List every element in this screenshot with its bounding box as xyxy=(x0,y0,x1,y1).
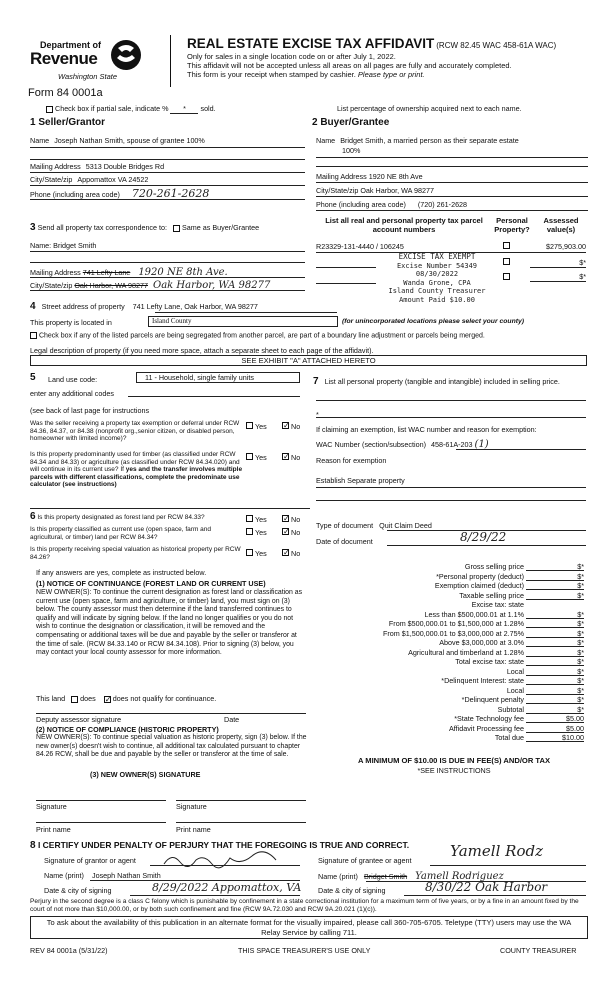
partial-sale-label: Check box if partial sale, indicate % xyxy=(55,104,169,113)
sec5-land-enter: enter any additional codes xyxy=(30,389,114,398)
sec8-grantee-sig-line xyxy=(430,865,586,866)
sec5-q2 xyxy=(30,451,248,489)
sec7-row xyxy=(313,377,588,387)
sec4-street-row xyxy=(30,301,258,312)
sec7-asterisk: * xyxy=(316,410,319,419)
seller-mail-value[interactable]: 5313 Double Bridges Rd xyxy=(85,162,165,171)
form-title-ref: (RCW 82.45 WAC 458-61A WAC) xyxy=(436,41,557,50)
sec6-if-yes: If any answers are yes, complete as instructed below. xyxy=(36,568,207,577)
sec3-mail-handwritten[interactable]: 1920 NE 8th Ave. xyxy=(138,267,228,278)
sec6-q2: Is this property classified as current use (open space, farm and agricultural, or timber) land per RCW 84.34? xyxy=(30,526,212,541)
tax-row-label: Exemption claimed (deduct) xyxy=(434,581,524,590)
partial-sale-sold: sold. xyxy=(200,104,216,113)
sec3-name-label: Name: xyxy=(30,241,52,250)
tax-row xyxy=(312,676,584,686)
dept-line1: Department of xyxy=(40,40,102,50)
sec7-doc-date-label: Date of document xyxy=(316,537,373,546)
sec3-mail-label: Mailing Address xyxy=(30,268,81,277)
tax-row xyxy=(312,695,584,705)
sec6-q1-row xyxy=(30,513,250,522)
dept-line3: Washington State xyxy=(58,72,118,81)
tax-row xyxy=(312,591,584,601)
tax-row-label: Taxable selling price xyxy=(459,590,524,600)
sec6-q1-yes-label: Yes xyxy=(255,515,267,524)
buyer-heading: 2 Buyer/Grantee xyxy=(312,117,390,128)
sec6-q1-no-label: No xyxy=(291,515,301,524)
sec8-availability-box xyxy=(30,916,588,939)
tax-row-label: Local xyxy=(506,685,524,695)
sec4-legal-box[interactable] xyxy=(30,355,587,366)
tax-row-value[interactable]: $5.00 xyxy=(526,714,584,723)
sec6-this-land: This land xyxy=(36,694,66,703)
parcel-row2-personal-checkbox[interactable] xyxy=(503,258,510,265)
tax-row xyxy=(312,619,584,629)
sec5-land-enter-line xyxy=(128,396,300,397)
sec6-q2-no-label: No xyxy=(291,528,301,537)
sec8-grantee-date-label: Date & city of signing xyxy=(318,886,386,895)
sec6-print1-line xyxy=(36,822,166,823)
dept-line2: Revenue xyxy=(30,49,98,68)
tax-row xyxy=(312,714,584,724)
seller-name-label: Name xyxy=(30,136,50,145)
sec5-q1-yes-checkbox[interactable] xyxy=(246,422,253,429)
sec6-cont-body: NEW OWNER(S): To continue the current designation as forest land or classification as current use (open space, farm and agriculture, or timber) land, you must sign on (3) below. The county assessor must then determine if the land transferred continues to qualify and will indicate by signing below. If the land no longer qualifies or you do not wish to continue the designation or classification, it will be removed and the compensating or additional taxes will be due and payable by the seller or transferor at the time of sale. (RCW 84.33.140 or RCW 84.34.108). Prior to signing (3) below, you may contact your local county assessor for more information. xyxy=(36,589,303,657)
header-note1: Only for sales in a single location code on or after July 1, 2022. xyxy=(187,52,396,61)
sec4-legal-value: SEE EXHIBIT "A" ATTACHED HERETO xyxy=(241,356,376,365)
tax-row-label: *Delinquent Interest: state xyxy=(441,676,524,685)
tax-row-value[interactable]: $* xyxy=(526,705,584,714)
buyer-mail-value[interactable]: 1920 NE 8th Ave xyxy=(368,172,423,181)
sec8-heading: 8 xyxy=(30,840,36,851)
sec4-street-label: Street address of property xyxy=(41,302,125,311)
parcel-row3-value[interactable]: $* xyxy=(579,272,586,281)
sec5-divider xyxy=(30,508,310,509)
tax-row-value[interactable]: $* xyxy=(526,619,584,628)
sec6-q1: Is this property designated as forest land per RCW 84.33? xyxy=(37,514,205,521)
buyer-name-line2 xyxy=(316,166,588,167)
sec3-blank-line xyxy=(30,262,305,263)
tax-row xyxy=(312,629,584,639)
sec6-heading: 6 xyxy=(30,511,36,522)
stamp-line3: 08/30/2022 xyxy=(415,270,459,278)
sec7-wac-handwritten: (1) xyxy=(474,439,489,450)
sec8-grantor-name[interactable]: Joseph Nathan Smith xyxy=(92,871,161,880)
parcel-col1-header: List all real and personal property tax parcel account numbers xyxy=(325,216,483,234)
parcel-row1-personal-checkbox[interactable] xyxy=(503,242,510,249)
tax-row-label: Total excise tax: state xyxy=(455,657,524,666)
sec6-comp-body: NEW OWNER(S): To continue special valuation as historic property, sign (3) below. If the new owner(s) doesn't wish to continue, all additional tax calculated pursuant to chapter 84.26 RCW, shall be due and payable by the seller or transferor at the time of sale. xyxy=(36,734,307,759)
sec4-county-select[interactable] xyxy=(148,316,338,327)
tax-row-label: *Delinquent penalty xyxy=(461,695,524,704)
tax-row-value[interactable]: $* xyxy=(526,676,584,685)
sec5-q2-no-label: No xyxy=(291,453,301,462)
sec3-name-line xyxy=(30,251,305,252)
sec6-q2-no-checkbox[interactable]: ✓ xyxy=(283,527,290,536)
tax-row xyxy=(312,610,584,620)
tax-row-value[interactable]: $* xyxy=(526,686,584,695)
form-number: Form 84 0001a xyxy=(28,87,103,99)
parcel-col3-header: Assessed value(s) xyxy=(543,216,579,234)
sec6-cont-title: (1) NOTICE OF CONTINUANCE (FOREST LAND OR CURRENT USE) xyxy=(36,579,266,588)
header-divider xyxy=(170,35,171,87)
buyer-phone-label: Phone (including area code) xyxy=(316,200,406,209)
seller-city-value[interactable]: Appomattox VA 24522 xyxy=(77,175,149,184)
tax-row xyxy=(312,733,584,743)
sec5-land-label: Land use code: xyxy=(48,375,98,384)
tax-row xyxy=(312,686,584,696)
footer-county: COUNTY TREASURER xyxy=(500,946,577,955)
buyer-name-value2[interactable]: 100% xyxy=(342,146,361,155)
seller-mail-row xyxy=(30,162,305,171)
partial-sale xyxy=(46,104,216,114)
seller-heading: 1 Seller/Grantor xyxy=(30,117,106,128)
sec8-grantor-date-line xyxy=(130,895,300,896)
seller-phone-value[interactable]: 720-261-2628 xyxy=(131,187,210,200)
form-title-wrap xyxy=(187,36,556,51)
seller-phone-label: Phone (including area code) xyxy=(30,190,120,199)
sec5-see-back: (see back of last page for instructions xyxy=(30,406,150,415)
sec6-sig1-line xyxy=(36,800,166,801)
tax-row-label: Excise tax: state xyxy=(471,600,524,609)
sec8-grantor-name-label: Name (print) xyxy=(44,871,84,880)
tax-row-label: From $500,000.01 to $1,500,000 at 1.28% xyxy=(388,619,524,628)
tax-row-label: *Personal property (deduct) xyxy=(436,571,524,581)
tax-row-label: *State Technology fee xyxy=(454,714,524,723)
sec8-certify: I CERTIFY UNDER PENALTY OF PERJURY THAT THE FOREGOING IS TRUE AND CORRECT. xyxy=(37,840,410,850)
sec7-reason-label: Reason for exemption xyxy=(316,456,387,465)
sec8-grantor-date-label: Date & city of signing xyxy=(44,886,112,895)
sec7-doc-type-value[interactable]: Quit Claim Deed xyxy=(379,521,432,530)
sec3-text: Send all property tax correspondence to: xyxy=(37,223,168,232)
sec6-q2-yes-checkbox[interactable] xyxy=(246,528,253,535)
sec6-does-label: does xyxy=(80,694,96,703)
tax-row-label: Above $3,000,000 at 3.0% xyxy=(439,638,524,647)
pct-note: List percentage of ownership acquired next to each name. xyxy=(337,104,522,113)
sec6-does-checkbox[interactable] xyxy=(71,696,78,703)
sec8-grantee-sig-label: Signature of grantee or agent xyxy=(318,856,412,865)
sec3-row xyxy=(30,222,259,233)
tax-row xyxy=(312,600,584,610)
sec8-perjury-text: Perjury in the second degree is a class C felony which is punishable by confinement in a state correctional institution for a maximum term of five years, or by a fine in an amount fixed by the court of not more than $10,000.00, or by both such confinement and fine (RCW 9A.72.030 and RCW 9A.20.021 (1)(c)). xyxy=(30,898,579,913)
tax-minimum: A MINIMUM OF $10.00 IS DUE IN FEE(S) AND/OR TAX xyxy=(357,756,551,765)
sec7-reason-value[interactable]: Establish Separate property xyxy=(316,476,405,485)
sec6-q3-yes-label: Yes xyxy=(255,549,267,558)
tax-row-value[interactable]: $* xyxy=(526,610,584,619)
seller-city-line xyxy=(30,185,305,186)
sec6-sig2-label: Signature xyxy=(176,802,207,811)
seller-phone-line xyxy=(30,199,305,200)
buyer-mail-line xyxy=(316,182,588,183)
parcel-row2-value[interactable]: $* xyxy=(579,258,586,267)
grantor-signature-icon[interactable] xyxy=(160,850,280,870)
sec6-q3-no-label: No xyxy=(291,549,301,558)
seller-mail-label: Mailing Address xyxy=(30,162,81,171)
sec4-segregated-text: Check box if any of the listed parcels are being segregated from another parcel, are part of a boundary line adjustment or parcels being merged. xyxy=(38,332,485,340)
sec3-name-row xyxy=(30,241,305,250)
sec3-name-value[interactable]: Bridget Smith xyxy=(53,241,97,250)
sec4-located-label: This property is located in xyxy=(30,318,112,327)
sec8-grantor-date[interactable]: 8/29/2022 Appomattox, VA xyxy=(152,881,302,894)
dor-emblem-icon xyxy=(108,38,144,72)
tax-row xyxy=(312,581,584,591)
buyer-city-label: City/State/zip xyxy=(316,186,359,195)
seller-name-line xyxy=(30,147,305,148)
sec7-line2 xyxy=(316,417,586,418)
sec3-mail-line xyxy=(30,277,305,278)
treasurer-stamp xyxy=(378,253,496,304)
tax-row-label: Subtotal xyxy=(497,704,524,714)
stamp-line5: Island County Treasurer xyxy=(388,287,486,295)
tax-row xyxy=(312,705,584,715)
tax-row-label: Total due xyxy=(494,733,524,742)
sec5-q2-yes-label: Yes xyxy=(255,453,267,462)
parcel-row1-value[interactable]: $275,903.00 xyxy=(546,242,586,251)
stamp-line6: Amount Paid $10.00 xyxy=(399,295,475,304)
tax-row-label: Affidavit Processing fee xyxy=(449,723,524,733)
sec4-street-line xyxy=(155,312,337,313)
sec6-q3-yes-checkbox[interactable] xyxy=(246,549,253,556)
sec5-q2-no-checkbox[interactable]: ✓ xyxy=(283,452,290,461)
seller-city-row xyxy=(30,175,305,184)
sec7-wac-label: WAC Number (section/subsection) xyxy=(316,440,426,449)
sec5-q1-yes-label: Yes xyxy=(255,422,267,431)
same-as-buyer-label: Same as Buyer/Grantee xyxy=(182,223,260,232)
header-note3-wrap xyxy=(187,70,425,79)
sec7-doc-type-row xyxy=(316,521,432,530)
tax-row xyxy=(312,562,584,572)
buyer-city-value[interactable]: Oak Harbor, WA 98277 xyxy=(360,186,434,195)
tax-row xyxy=(312,572,584,582)
sec8-grantee-date-line xyxy=(404,895,586,896)
buyer-city-row xyxy=(316,186,588,195)
sec7-doc-date-line xyxy=(387,545,586,546)
tax-row-value[interactable]: $10.00 xyxy=(526,733,584,742)
tax-row-value[interactable]: $* xyxy=(526,581,584,590)
tax-row xyxy=(312,638,584,648)
sec3-mail-struck: 741 Lefty Lane xyxy=(82,268,131,277)
parcel-row3-line-left xyxy=(316,283,376,284)
sec8-grantee-date[interactable]: 8/30/22 Oak Harbor xyxy=(425,880,548,894)
buyer-phone-line xyxy=(316,210,588,211)
buyer-name-value[interactable]: Bridget Smith, a married person as their separate estate xyxy=(340,136,519,145)
sec3-city-handwritten[interactable]: Oak Harbor, WA 98277 xyxy=(153,280,271,291)
sec3-city-label: City/State/zip xyxy=(30,281,73,290)
sec6-deputy-line xyxy=(36,713,306,714)
tax-row-value[interactable]: $* xyxy=(526,648,584,657)
sec6-deputy-date-label: Date xyxy=(224,715,240,724)
sec8-grantor-sig-label: Signature of grantor or agent xyxy=(44,856,136,865)
buyer-name-label: Name xyxy=(316,136,336,145)
seller-name-value[interactable]: Joseph Nathan Smith, spouse of grantee 100% xyxy=(54,136,205,145)
sec5-heading: 5 xyxy=(30,372,36,383)
sec4-located-note: (for unincorporated locations please select your county) xyxy=(342,318,525,325)
sec5-q2b: yes and the transfer involves multiple parcels with different classifications, complete the predominate use calculator (see instructions) xyxy=(30,466,243,489)
sec6-sig2-line xyxy=(176,800,306,801)
sec5-q1-no-checkbox[interactable]: ✓ xyxy=(283,421,290,430)
sec7-wac-value[interactable]: 458-61A-203 xyxy=(430,440,473,449)
seller-city-label: City/State/zip xyxy=(30,175,73,184)
partial-sale-pct[interactable]: * xyxy=(170,104,198,114)
buyer-mail-label: Mailing Address xyxy=(316,172,367,181)
buyer-name-line xyxy=(316,157,588,158)
sec6-continuance-row xyxy=(36,694,216,703)
segregated-checkbox[interactable] xyxy=(30,332,37,339)
partial-sale-checkbox[interactable] xyxy=(46,106,53,113)
tax-row-label: Less than $500,000.01 at 1.1% xyxy=(424,609,524,619)
tax-row xyxy=(312,648,584,658)
header-note3b: Please type or print. xyxy=(357,70,425,79)
parcel-row3-personal-checkbox[interactable] xyxy=(503,273,510,280)
land-use-value: 11 - Household, single family units xyxy=(145,373,254,382)
sec4-legal-label: Legal description of property (if you need more space, attach a separate sheet to each page of the affidavit). xyxy=(30,346,374,355)
header-note3: This form is your receipt when stamped by cashier. xyxy=(187,70,356,79)
sec8-grantee-name-label: Name (print) xyxy=(318,872,358,881)
sec6-print2-line xyxy=(176,822,306,823)
buyer-name-row xyxy=(316,136,588,145)
tax-row-value[interactable]: $* xyxy=(526,629,584,638)
sec6-q1-no-checkbox[interactable]: ✓ xyxy=(283,514,290,523)
sec4-street-value[interactable]: 741 Lefty Lane, Oak Harbor, WA 98277 xyxy=(132,302,258,311)
sec7-heading: 7 xyxy=(313,376,319,387)
tax-row xyxy=(312,667,584,677)
sec8-grantee-name-struck: Bridget Smith xyxy=(363,872,408,881)
buyer-phone-row xyxy=(316,200,588,209)
sec5-q2-yes-checkbox[interactable] xyxy=(246,453,253,460)
sec7-doc-date-value[interactable]: 8/29/22 xyxy=(460,530,507,544)
sec7-line1 xyxy=(316,400,586,401)
sec6-print2-label: Print name xyxy=(176,825,211,834)
seller-name-line2 xyxy=(30,159,305,160)
parcel-row2-line-left xyxy=(316,267,376,268)
sec8-availability: To ask about the availability of this publication in an alternate format for the visually impaired, please call 360-705-6705. Teletype (TTY) users may use the WA Relay Service by calling 711. xyxy=(46,918,572,937)
tax-row-label: From $1,500,000.01 to $3,000,000 at 2.75% xyxy=(382,628,524,638)
sec6-q2-yes-label: Yes xyxy=(255,528,267,537)
buyer-phone-value[interactable]: (720) 261-2628 xyxy=(417,200,468,209)
sec4-county-value: Island County xyxy=(152,317,192,325)
tax-row-value[interactable]: $* xyxy=(526,562,584,571)
sec6-print1-label: Print name xyxy=(36,825,71,834)
tax-row-value[interactable]: $* xyxy=(526,667,584,676)
parcel-col2-header: Personal Property? xyxy=(494,216,530,234)
sec7-reason-line2 xyxy=(316,500,586,501)
tax-row-value[interactable]: $* xyxy=(526,695,584,704)
tax-row xyxy=(312,657,584,667)
sec8-grantee-name-handwritten[interactable]: Yamell Rodriguez xyxy=(415,871,504,882)
sec3-city-line xyxy=(30,290,305,291)
sec6-does-not-label: does not qualify for continuance. xyxy=(112,694,217,703)
tax-row-value[interactable]: $* xyxy=(526,591,584,600)
footer-rev: REV 84 0001a (5/31/22) xyxy=(30,946,108,955)
sec7-text: List all personal property (tangible and intangible) included in selling price. xyxy=(324,377,560,386)
sec7-reason-line xyxy=(316,487,586,488)
tax-row xyxy=(312,724,584,734)
sec6-q3-no-checkbox[interactable]: ✓ xyxy=(283,548,290,557)
tax-row-value[interactable]: $5.00 xyxy=(526,724,584,733)
sec7-exempt-label: If claiming an exemption, list WAC number and reason for exemption: xyxy=(316,425,537,434)
sec6-sig1-label: Signature xyxy=(36,802,67,811)
sec8-grantee-signature[interactable]: Yamell Rodz xyxy=(450,842,543,860)
parcel-row1-number[interactable]: R23329-131-4440 / 106245 xyxy=(316,242,404,251)
buyer-city-line xyxy=(316,196,588,197)
sec3-city-struck: Oak Harbor, WA 98277 xyxy=(74,281,148,290)
dor-logo xyxy=(28,38,148,84)
sec6-q3: Is this property receiving special valuation as historical property per RCW 84.26? xyxy=(30,546,241,561)
sec3-heading: 3 xyxy=(30,222,36,233)
tax-see-instructions: *SEE INSTRUCTIONS xyxy=(417,766,491,775)
sec6-q1-yes-checkbox[interactable] xyxy=(246,515,253,522)
footer-treasurer-use: THIS SPACE TREASURER'S USE ONLY xyxy=(238,946,371,955)
header-note2: This affidavit will not be accepted unless all areas on all pages are fully and accurately completed. xyxy=(187,61,512,70)
sec7-wac-line xyxy=(456,449,586,450)
sec7-doc-type-label: Type of document xyxy=(316,521,374,530)
stamp-line1: EXCISE TAX EXEMPT xyxy=(398,252,476,261)
buyer-mail-row xyxy=(316,172,588,181)
stamp-line4: Wanda Grone, CPA xyxy=(403,278,471,287)
tax-row-label: Gross selling price xyxy=(464,562,524,571)
form-title: REAL ESTATE EXCISE TAX AFFIDAVIT xyxy=(187,36,435,51)
sec6-deputy-label: Deputy assessor signature xyxy=(36,715,122,724)
sec4-heading: 4 xyxy=(30,301,36,312)
tax-row-label: Local xyxy=(506,666,524,676)
sec6-does-not-checkbox[interactable]: ✓ xyxy=(104,694,112,704)
tax-row-value[interactable]: $* xyxy=(526,657,584,666)
sec8-perjury xyxy=(30,898,588,914)
sec5-q1-no-label: No xyxy=(291,422,301,431)
stamp-line2: Excise Number 54349 xyxy=(396,261,478,270)
sec5-q1: Was the seller receiving a property tax exemption or deferral under RCW 84.36, 84.37, or 84.38 (nonprofit org.,senior citizen, or disabled person, homeowner with limited income)? xyxy=(30,420,240,443)
sec6-comp-title: (2) NOTICE OF COMPLIANCE (HISTORIC PROPERTY) xyxy=(36,725,219,734)
same-as-buyer-checkbox[interactable] xyxy=(173,225,180,232)
sec6-new-owner: (3) NEW OWNER(S) SIGNATURE xyxy=(90,770,201,779)
parcel-row2-line xyxy=(530,267,586,268)
tax-row-value[interactable]: $* xyxy=(526,638,584,647)
sec4-segregated-row xyxy=(30,332,485,339)
tax-row-label: Agricultural and timberland at 1.28% xyxy=(408,647,524,657)
parcel-row3-line xyxy=(530,281,586,282)
tax-row-value[interactable]: $* xyxy=(526,572,584,581)
sec5-q2a: Is this property predominantly used for timber (as classified under RCW 84.34 and 84.33) or agriculture (as classified under RCW 84.34.020) and will continue in its current use? If xyxy=(30,451,240,474)
seller-mail-line xyxy=(30,172,305,173)
land-use-select[interactable] xyxy=(136,372,300,383)
